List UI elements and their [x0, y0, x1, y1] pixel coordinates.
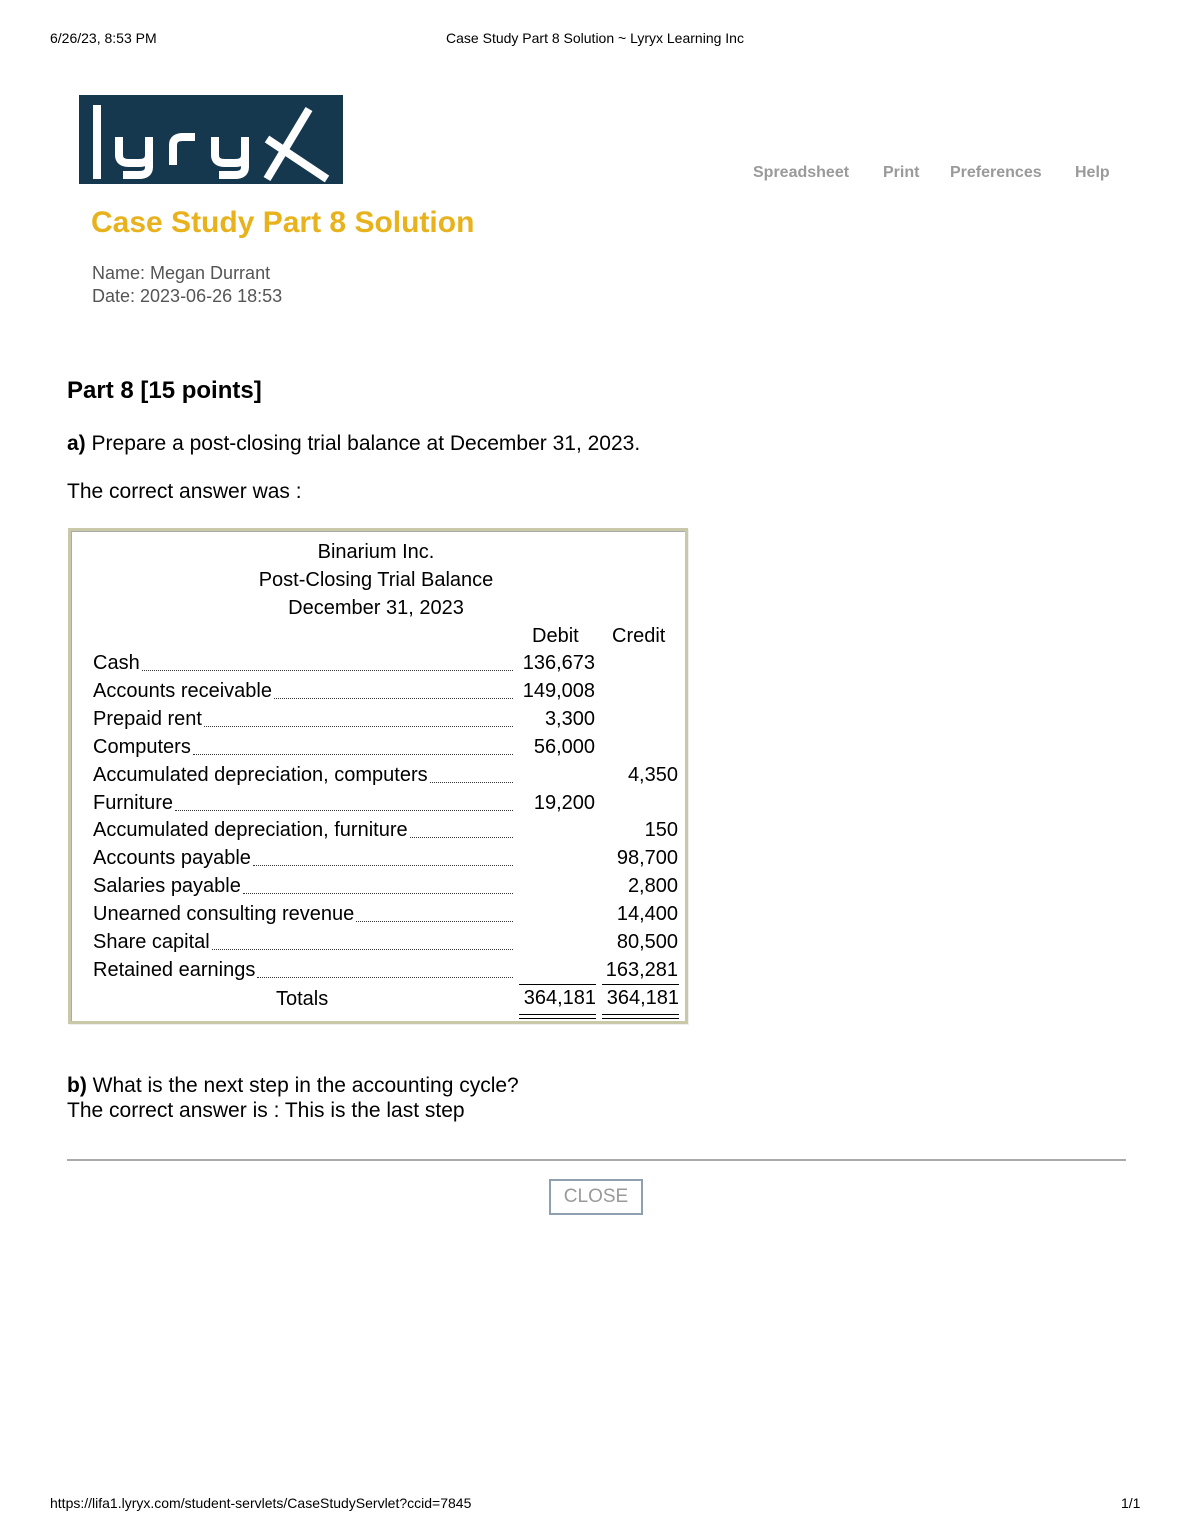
table-row — [93, 819, 683, 847]
account-name: Accumulated depreciation, computers — [93, 763, 428, 786]
table-row — [93, 792, 683, 820]
account-name: Accumulated depreciation, furniture — [93, 819, 408, 842]
student-name: Name: Megan Durrant — [92, 263, 271, 283]
submission-date: Date: 2023-06-26 18:53 — [92, 286, 283, 306]
account-name: Unearned consulting revenue — [93, 903, 355, 926]
debit-amount: 3,300 — [544, 707, 595, 730]
nav-help-label[interactable]: Help — [1075, 164, 1110, 181]
account-name: Furniture — [93, 791, 174, 814]
account-name: Salaries payable — [93, 875, 241, 898]
credit-amount: 150 — [644, 819, 678, 842]
leader-dots — [257, 977, 513, 978]
leader-dots — [204, 726, 513, 727]
table-row — [93, 875, 683, 903]
account-name: Cash — [93, 652, 140, 674]
trial-balance-table — [68, 528, 688, 1024]
table-row — [93, 680, 683, 708]
credit-amount: 14,400 — [616, 903, 678, 926]
tb-statement-date: December 31, 2023 — [288, 597, 464, 619]
leader-dots — [243, 893, 513, 894]
credit-amount: 80,500 — [616, 931, 678, 953]
part-heading: Part 8 [15 points] — [67, 377, 262, 404]
credit-amount: 4,350 — [627, 763, 678, 786]
credit-total-double-rule — [602, 1014, 679, 1019]
footer-url: https://lifa1.lyryx.com/student-servlets/CaseStudyServlet?ccid=7845 — [50, 1495, 472, 1511]
table-row — [93, 959, 683, 987]
footer-page-number: 1/1 — [1121, 1495, 1141, 1511]
nav-spreadsheet-label[interactable]: Spreadsheet — [753, 164, 850, 181]
print-page-title: Case Study Part 8 Solution ~ Lyryx Learning Inc — [446, 30, 744, 46]
table-row — [93, 708, 683, 736]
answer-b: The correct answer is : This is the last step — [67, 1099, 465, 1122]
debit-amount: 19,200 — [533, 791, 595, 814]
tb-company-name: Binarium Inc. — [317, 541, 435, 563]
question-b-label: b) — [67, 1074, 87, 1097]
nav-preferences-label[interactable]: Preferences — [950, 164, 1042, 181]
debit-column-header: Debit — [532, 625, 579, 647]
total-credit: 364,181 — [606, 987, 679, 1009]
account-name: Prepaid rent — [93, 707, 202, 730]
table-row — [93, 764, 683, 792]
question-b — [67, 1074, 519, 1098]
table-row — [93, 736, 683, 764]
question-a-text: Prepare a post-closing trial balance at December 31, 2023. — [85, 432, 641, 455]
question-a-label: a) — [67, 432, 86, 455]
table-row — [93, 931, 683, 959]
leader-dots — [193, 754, 513, 755]
debit-subtotal-rule — [519, 984, 596, 985]
answer-intro: The correct answer was : — [67, 480, 302, 503]
page-title: Case Study Part 8 Solution — [91, 206, 475, 239]
leader-dots — [410, 837, 513, 838]
credit-amount: 163,281 — [605, 958, 678, 981]
table-row — [93, 847, 683, 875]
nav-spreadsheet-link[interactable] — [753, 164, 849, 182]
table-row — [93, 652, 683, 680]
nav-print-link[interactable] — [883, 164, 919, 182]
debit-amount: 149,008 — [522, 679, 595, 702]
leader-dots — [212, 949, 513, 950]
debit-amount: 56,000 — [533, 735, 595, 758]
totals-label: Totals — [276, 988, 329, 1010]
question-a — [67, 432, 640, 456]
credit-subtotal-rule — [602, 984, 679, 985]
divider — [67, 1159, 1126, 1161]
leader-dots — [430, 782, 513, 783]
leader-dots — [356, 921, 513, 922]
account-name: Computers — [93, 735, 191, 758]
tb-statement-title: Post-Closing Trial Balance — [258, 569, 494, 591]
nav-preferences-link[interactable] — [950, 164, 1042, 182]
nav-help-link[interactable] — [1075, 164, 1110, 182]
leader-dots — [142, 670, 513, 671]
credit-column-header: Credit — [612, 625, 666, 647]
debit-total-double-rule — [519, 1014, 596, 1019]
lyryx-logo[interactable] — [79, 95, 343, 184]
nav-print-label[interactable]: Print — [883, 164, 920, 181]
debit-amount: 136,673 — [522, 652, 595, 674]
account-name: Retained earnings — [93, 958, 256, 981]
credit-amount: 2,800 — [627, 875, 678, 898]
credit-amount: 98,700 — [616, 847, 678, 870]
close-button[interactable]: CLOSE — [549, 1179, 643, 1215]
table-row — [93, 903, 683, 931]
question-b-text: What is the next step in the accounting cycle? — [86, 1074, 519, 1097]
account-name: Share capital — [93, 931, 210, 953]
print-datetime: 6/26/23, 8:53 PM — [50, 30, 157, 46]
leader-dots — [175, 810, 513, 811]
account-name: Accounts receivable — [93, 679, 272, 702]
total-debit: 364,181 — [523, 987, 596, 1009]
lyryx-logo-mark-icon — [79, 95, 343, 184]
leader-dots — [253, 865, 513, 866]
account-name: Accounts payable — [93, 847, 251, 870]
leader-dots — [274, 698, 513, 699]
